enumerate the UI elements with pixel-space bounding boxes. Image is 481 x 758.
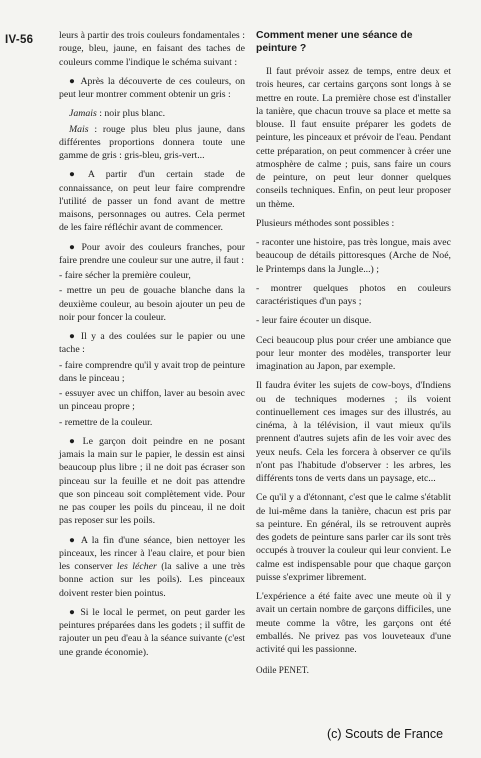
bullet-icon: ●	[69, 75, 77, 87]
bullet-icon: ●	[69, 534, 77, 546]
paragraph	[59, 241, 245, 268]
bullet-icon: ●	[69, 435, 79, 447]
list-item: - remettre de la couleur.	[59, 416, 153, 428]
paragraph	[59, 435, 245, 528]
paragraph	[59, 168, 245, 234]
paragraph: Il faut prévoir assez de temps, entre deux et trois heures, car certains garçons sont longs à se mettre en route. La première chose est d'installer la tanière, que chacun trouve sa place et mette sa blouse. Il faut ensuite préparer les godets de peinture, les pinceaux et prévoir de l'eau. Pendant cette préparation, on peut commencer à créer une atmosphère de calme ; puis, sans faire un cours de peinture, on peut leur donner quelques conseils techniques. Enfin, on peut leur proposer un thème.	[256, 66, 451, 210]
paragraph	[59, 75, 245, 102]
article-title: Comment mener une séance de peinture ?	[256, 30, 413, 54]
list-item: - mettre un peu de gouache blanche dans la deuxième couleur, au besoin ajouter un peu de noir pour foncer la couleur.	[59, 285, 245, 323]
paragraph	[59, 123, 245, 163]
list-item: - faire comprendre qu'il y avait trop de peinture dans le pinceau ;	[59, 359, 245, 384]
list-item: - essuyer avec un chiffon, laver au besoin avec un pinceau propre ;	[59, 388, 245, 413]
bullet-icon: ●	[69, 606, 77, 618]
paragraph-text: A la fin d'une séance, bien nettoyer les pinceaux, les rincer à l'eau claire, et pour bien les conserver	[59, 534, 246, 572]
paragraph	[59, 107, 245, 120]
paragraph-text: : rouge plus bleu plus jaune, dans différentes proportions donnera toute une gamme de gris : gris-bleu, gris-vert...	[59, 123, 245, 161]
list-item: - leur faire écouter un disque.	[256, 315, 372, 327]
paragraph-text: : noir plus blanc.	[96, 108, 166, 120]
paragraph-text: A partir d'un certain stade de connaissance, on peut leur faire comprendre l'utilité de passer un fond avant de mettre maisons, personnages ou autres. Cela permet de les faire réfléchir avant de commencer.	[59, 169, 246, 234]
list-item: - raconter une histoire, pas très longue, mais avec beaucoup de détails pittoresques (Arche de Noé, le Printemps dans la Jungle...) ;	[256, 237, 451, 275]
bullet-icon: ●	[69, 169, 84, 181]
paragraph-text: Pour avoir des couleurs franches, pour faire prendre une couleur sur une autre, il faut :	[59, 241, 246, 266]
emphasis: Mais	[69, 123, 89, 135]
paragraph	[59, 330, 245, 357]
emphasis: les lécher	[116, 561, 157, 572]
paragraph: Ceci beaucoup plus pour créer une ambiance que pour leur monter des modèles, transporter leur imagination au Japon, par exemple.	[256, 334, 451, 372]
list-item: - montrer quelques photos en couleurs caractéristiques d'un pays ;	[256, 282, 451, 307]
paragraph-text: Après la découverte de ces couleurs, on peut leur montrer comment obtenir un gris :	[59, 75, 245, 100]
bullet-icon: ●	[69, 241, 78, 253]
paragraph: Il faudra éviter les sujets de cow-boys, d'Indiens ou de techniques modernes ; ils voient continuellement ces images sur des illustrés, au cinéma, à la télévision, il vaut mieux qu'ils prennent d'autres sujets afin de les voir avec des yeux neufs. Cela les forcera à observer ce qu'ils n'ont pas l'habitude d'observer : les arbres, les différents tons de verts dans un paysage, etc...	[256, 380, 451, 484]
left-column	[59, 29, 245, 665]
paragraph: Plusieurs méthodes sont possibles :	[256, 217, 395, 229]
bullet-icon: ●	[69, 331, 77, 342]
emphasis: Jamais	[69, 108, 97, 120]
paragraph: Ce qu'il y a d'étonnant, c'est que le calme s'établit de lui-même dans la tanière, chacun est pris par sa peinture. En général, ils se retrouvent auprès des godets de peinture sans parler car ils sont très occupés à trouver la couleur qui leur convient. Le calme est indispensable pour que chaque garçon puisse s'exprimer librement.	[256, 492, 451, 583]
paragraph-text: Si le local le permet, on peut garder les peintures préparées dans les godets ; il suffit de rajouter un peu d'eau à la séance suivante (c'est une grande économie).	[59, 606, 245, 658]
paragraph	[59, 534, 245, 600]
page-number: IV-56	[5, 34, 34, 46]
paragraph: leurs à partir des trois couleurs fondamentales : rouge, bleu, jaune, en faisant des taches de couleurs comme l'indique le schéma suivant :	[59, 30, 245, 68]
paragraph: L'expérience a été faite avec une meute où il y avait un certain nombre de garçons difficiles, une meute comme la vôtre, les garçons ont été emballés. Ne privez pas vos louveteaux d'une activité qui les passionne.	[256, 591, 451, 655]
list-item: - faire sécher la première couleur,	[59, 270, 191, 281]
copyright-watermark: (c) Scouts de France	[327, 727, 444, 741]
paragraph-text: Il y a des coulées sur le papier ou une tache :	[59, 331, 245, 356]
paragraph-text: (la salive a une très bonne action sur les poils). Les pinceaux doivent rester bien pointus.	[59, 561, 245, 599]
right-column	[256, 29, 451, 684]
paragraph	[59, 606, 245, 659]
paragraph-text: Le garçon doit peindre en ne posant jamais la main sur le papier, le dessin est ainsi beaucoup plus libre ; il ne doit pas écraser son pinceau sur la feuille et ne doit pas attendre que son pinceau soit complètement vide. Pour ne pas couper les poils du pinceau, il ne doit pas reposer sur les poils.	[59, 435, 245, 527]
author-signature: Odile PENET.	[256, 665, 309, 676]
